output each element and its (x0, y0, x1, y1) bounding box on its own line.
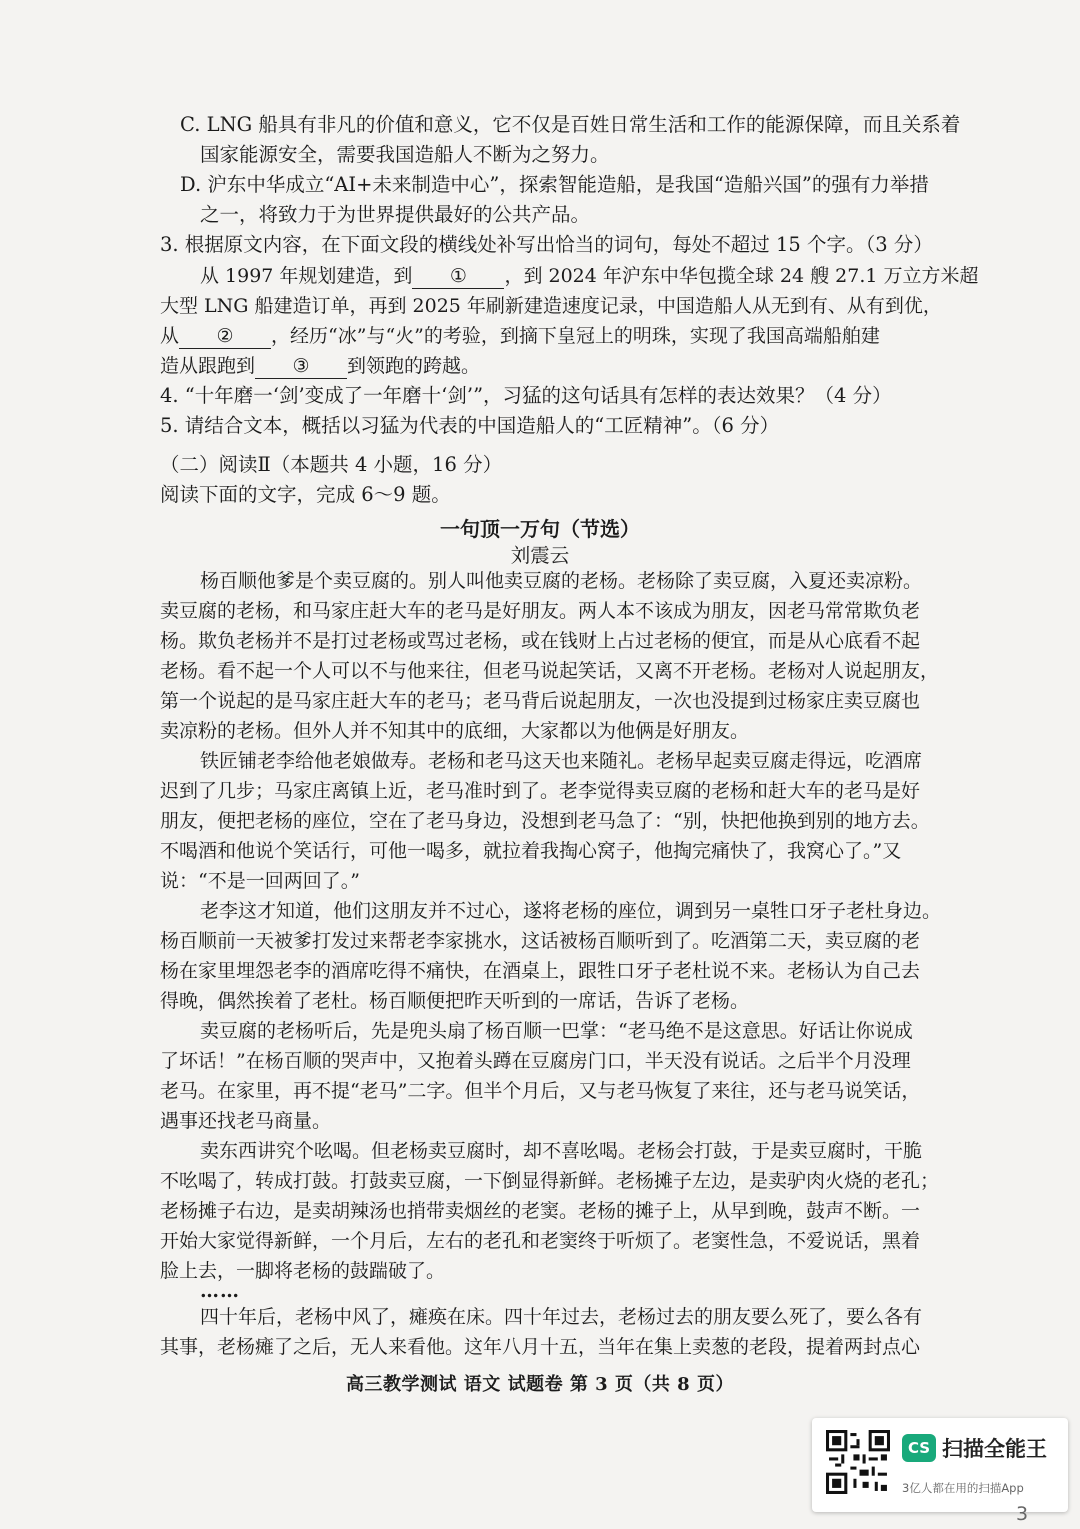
article-line: 老杨摊子右边，是卖胡辣汤也捎带卖烟丝的老窦。老杨的摊子上，从早到晚，鼓声不断。一 (160, 1200, 921, 1222)
q3-text: ，经历“冰”与“火”的考验，到摘下皇冠上的明珠，实现了我国高端船舶建 (271, 325, 880, 347)
corner-number: 3 (1016, 1503, 1029, 1525)
page-footer: 高三教学测试 语文 试题卷 第 3 页（共 8 页） (346, 1374, 734, 1395)
option-c-line1: C. LNG 船具有非凡的价值和意义，它不仅是百姓日常生活和工作的能源保障，而且关系着 (180, 113, 961, 136)
q3-text: 到领跑的跨越。 (347, 355, 481, 377)
option-c-line2: 国家能源安全，需要我国造船人不断为之努力。 (200, 143, 610, 166)
question-3-stem: 3. 根据原文内容，在下面文段的横线处补写出恰当的词句，每处不超过 15 个字。（3 分） (160, 233, 933, 256)
article-line: 开始大家觉得新鲜，一个月后，左右的老孔和老窦终于听烦了。老窦性急，不爱说话，黑着 (160, 1230, 921, 1252)
article-line: 卖凉粉的老杨。但外人并不知其中的底细，大家都以为他俩是好朋友。 (160, 720, 750, 742)
article-line: 不喝酒和他说个笑话行，可他一喝多，就拉着我掏心窝子，他掏完痛快了，我窝心了。”又 (160, 840, 902, 862)
answer-blank-1: ① (412, 264, 504, 289)
article-line: 脸上去，一脚将老杨的鼓踹破了。 (160, 1260, 446, 1282)
article-line: 杨百顺他爹是个卖豆腐的。别人叫他卖豆腐的老杨。老杨除了卖豆腐，入夏还卖凉粉。 (200, 570, 923, 592)
brand-tagline: 3亿人都在用的扫描App (902, 1481, 1024, 1495)
article-line: 卖豆腐的老杨，和马家庄赶大车的老马是好朋友。两人本不该成为朋友，因老马常常欺负老 (160, 600, 921, 622)
brand-name: 扫描全能王 (942, 1437, 1047, 1461)
article-line: 第一个说起的是马家庄赶大车的老马；老马背后说起朋友，一次也没提到过杨家庄卖豆腐也 (160, 690, 921, 712)
article-line: 杨百顺前一天被爹打发过来帮老李家挑水，这话被杨百顺听到了。吃酒第二天，卖豆腐的老 (160, 930, 921, 952)
question-4: 4. “十年磨一‘剑’变成了一年磨十‘剑’”，习猛的这句话具有怎样的表达效果？（4 分） (160, 384, 892, 407)
answer-blank-2: ② (179, 324, 271, 349)
q3-text: ，到 2024 年沪东中华包揽全球 24 艘 27.1 万立方米超 (504, 265, 979, 287)
article-line: 其事，老杨瘫了之后，无人来看他。这年八月十五，当年在集上卖葱的老段，提着两封点心 (160, 1336, 921, 1358)
article-author: 刘震云 (510, 544, 570, 567)
q3-text: 从 1997 年规划建造，到 (200, 265, 413, 287)
q3-text: 从 (160, 325, 180, 347)
option-d-line2: 之一，将致力于为世界提供最好的公共产品。 (200, 203, 591, 226)
article-line: 迟到了几步；马家庄离镇上近，老马准时到了。老李觉得卖豆腐的老杨和赶大车的老马是好 (160, 780, 921, 802)
article-line: 杨在家里埋怨老李的酒席吃得不痛快，在酒桌上，跟牲口牙子老杜说不来。老杨认为自己去 (160, 960, 921, 982)
question-3-line2: 大型 LNG 船建造订单，再到 2025 年刷新建造速度记录，中国造船人从无到有、从有到优， (160, 295, 942, 317)
section-instruction: 阅读下面的文字，完成 6～9 题。 (160, 483, 451, 506)
article-line: 铁匠铺老李给他老娘做寿。老杨和老马这天也来随礼。老杨早起卖豆腐走得远，吃酒席 (200, 750, 923, 772)
question-5: 5. 请结合文本，概括以习猛为代表的中国造船人的“工匠精神”。（6 分） (160, 414, 780, 437)
option-d-line1: D. 沪东中华成立“AI+未来制造中心”，探索智能造船，是我国“造船兴国”的强有力举措 (180, 173, 929, 196)
article-line: 了坏话！”在杨百顺的哭声中，又抱着头蹲在豆腐房门口，半天没有说话。之后半个月没理 (160, 1050, 911, 1072)
scanner-watermark (812, 1418, 1068, 1512)
article-line: 老杨。看不起一个人可以不与他来往，但老马说起笑话，又离不开老杨。老杨对人说起朋友， (160, 660, 940, 682)
article-line: 四十年后，老杨中风了，瘫痪在床。四十年过去，老杨过去的朋友要么死了，要么各有 (200, 1306, 923, 1328)
camscanner-logo-icon: CS (902, 1434, 936, 1462)
article-line: 朋友，便把老杨的座位，空在了老马身边，没想到老马急了：“别，快把他换到别的地方去。 (160, 810, 930, 832)
article-line: 杨。欺负老杨并不是打过老杨或骂过老杨，或在钱财上占过老杨的便宜，而是从心底看不起 (160, 630, 921, 652)
article-line: 不吆喝了，转成打鼓。打鼓卖豆腐，一下倒显得新鲜。老杨摊子左边，是卖驴肉火烧的老孔； (160, 1170, 940, 1192)
question-3-line1 (200, 261, 979, 291)
article-line: 卖东西讲究个吆喝。但老杨卖豆腐时，却不喜吆喝。老杨会打鼓，于是卖豆腐时，干脆 (200, 1140, 923, 1162)
question-3-line3 (160, 321, 880, 351)
ellipsis: …… (200, 1280, 240, 1302)
section-heading: （二）阅读Ⅱ（本题共 4 小题，16 分） (160, 453, 503, 476)
article-line: 遇事还找老马商量。 (160, 1110, 332, 1132)
article-title: 一句顶一万句（节选） (440, 517, 640, 541)
article-line: 得晚，偶然挨着了老杜。杨百顺便把昨天听到的一席话，告诉了老杨。 (160, 990, 750, 1012)
article-line: 老马。在家里，再不提“老马”二字。但半个月后，又与老马恢复了来往，还与老马说笑话， (160, 1080, 921, 1102)
qr-code-icon (826, 1430, 890, 1494)
article-line: 说：“不是一回两回了。” (160, 870, 360, 892)
q3-text: 造从跟跑到 (160, 355, 256, 377)
answer-blank-3: ③ (255, 354, 347, 379)
article-line: 卖豆腐的老杨听后，先是兜头扇了杨百顺一巴掌：“老马绝不是这意思。好话让你说成 (200, 1020, 913, 1042)
article-line: 老李这才知道，他们这朋友并不过心，遂将老杨的座位，调到另一桌牲口牙子老杜身边。 (200, 900, 942, 922)
question-3-line4 (160, 351, 480, 381)
